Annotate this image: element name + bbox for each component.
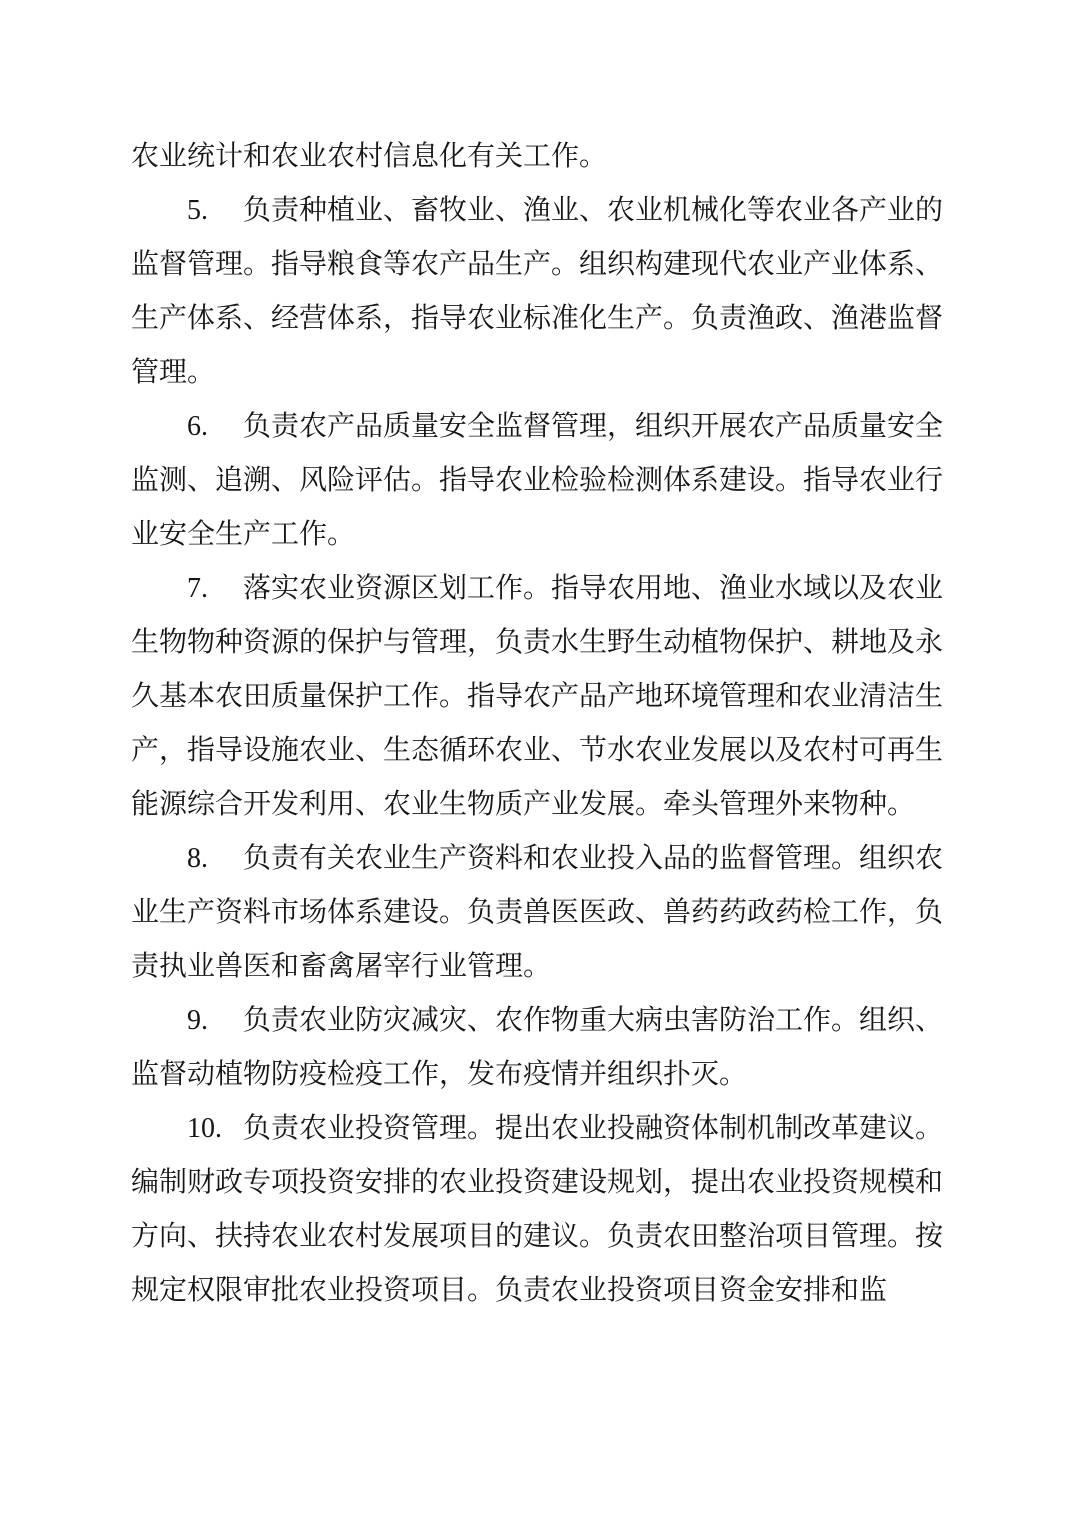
document-content [131,130,943,1318]
paragraph-continuation: 农业统计和农业农村信息化有关工作。 [131,141,608,172]
paragraph-number: 6. [187,411,208,442]
paragraph-text: 负责种植业、畜牧业、渔业、农业机械化等农业各产业的监督管理。指导粮食等农产品生产。组织构建现代农业产业体系、生产体系、经营体系，指导农业标准化生产。负责渔政、渔港监督管理。 [131,195,944,388]
paragraph-item-7 [131,562,943,832]
paragraph-text: 负责有关农业生产资料和农业投入品的监督管理。组织农业生产资料市场体系建设。负责兽医医政、兽药药政药检工作，负责执业兽医和畜禽屠宰行业管理。 [131,843,944,982]
paragraph-number: 8. [187,843,208,874]
paragraph-text: 负责农业投资管理。提出农业投融资体制机制改革建议。编制财政专项投资安排的农业投资建设规划，提出农业投资规模和方向、扶持农业农村发展项目的建议。负责农田整治项目管理。按规定权限审批农业投资项目。负责农业投资项目资金安排和监 [131,1113,944,1306]
paragraph-text: 负责农产品质量安全监督管理，组织开展农产品质量安全监测、追溯、风险评估。指导农业检验检测体系建设。指导农业行业安全生产工作。 [131,411,944,550]
paragraph-number: 10. [187,1113,222,1144]
paragraph-item-10 [131,1102,943,1318]
paragraph-item-6 [131,400,943,562]
paragraph-text: 负责农业防灾减灾、农作物重大病虫害防治工作。组织、监督动植物防疫检疫工作，发布疫情并组织扑灭。 [131,1005,944,1090]
paragraph-item-9 [131,994,943,1102]
paragraph-number: 7. [187,573,208,604]
paragraph-number: 9. [187,1005,208,1036]
paragraph-text: 落实农业资源区划工作。指导农用地、渔业水域以及农业生物物种资源的保护与管理，负责水生野生动植物保护、耕地及永久基本农田质量保护工作。指导农产品产地环境管理和农业清洁生产，指导设施农业、生态循环农业、节水农业发展以及农村可再生能源综合开发利用、农业生物质产业发展。牵头管理外来物种。 [131,573,944,820]
paragraph-item-8 [131,832,943,994]
paragraph-item-5 [131,184,943,400]
paragraph-number: 5. [187,195,208,226]
